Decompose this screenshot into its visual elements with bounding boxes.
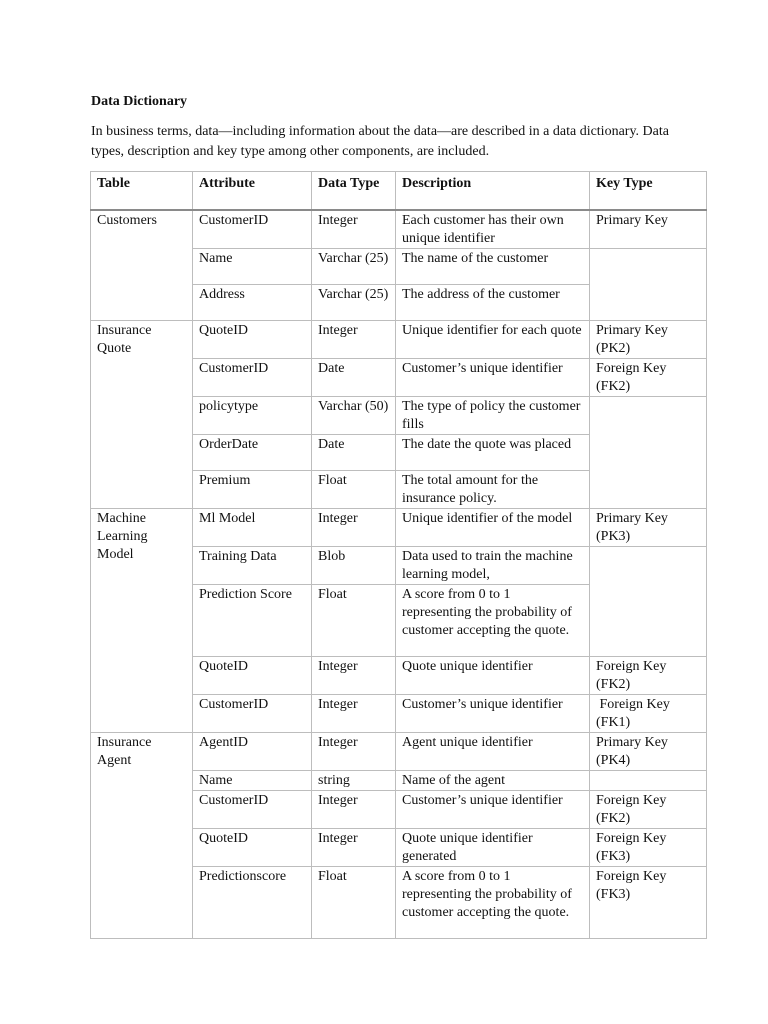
description-cell: The address of the customer [396,285,590,321]
description-cell: Customer’s unique identifier [396,695,590,733]
table-row [91,509,707,547]
data-type-cell: Integer [312,733,396,771]
data-type-cell: Varchar (25) [312,249,396,285]
key-type-cell: Foreign Key (FK2) [590,359,707,397]
table-group-name: Insurance Agent [91,733,193,939]
table-group-name: Insurance Quote [91,321,193,509]
key-type-cell [590,397,707,509]
attribute-cell: CustomerID [193,791,312,829]
attribute-cell: policytype [193,397,312,435]
key-type-cell: Primary Key (PK4) [590,733,707,771]
attribute-cell: CustomerID [193,210,312,249]
attribute-cell: Ml Model [193,509,312,547]
attribute-cell: CustomerID [193,359,312,397]
description-cell: The date the quote was placed [396,435,590,471]
description-cell: Each customer has their own unique identifier [396,210,590,249]
description-cell: Agent unique identifier [396,733,590,771]
key-type-cell [590,771,707,791]
table-header-row [91,172,707,211]
key-type-cell: Primary Key (PK3) [590,509,707,547]
description-cell: The type of policy the customer fills [396,397,590,435]
data-type-cell: Integer [312,829,396,867]
header-key-type: Key Type [590,172,707,211]
attribute-cell: Predictionscore [193,867,312,939]
attribute-cell: Premium [193,471,312,509]
attribute-cell: Training Data [193,547,312,585]
key-type-cell: Foreign Key (FK2) [590,791,707,829]
key-type-cell: Foreign Key (FK3) [590,867,707,939]
data-type-cell: Varchar (50) [312,397,396,435]
data-type-cell: Float [312,867,396,939]
data-type-cell: Float [312,471,396,509]
table-row [91,210,707,249]
table-group-name: Machine Learning Model [91,509,193,733]
description-cell: Customer’s unique identifier [396,791,590,829]
attribute-cell: Name [193,771,312,791]
data-type-cell: Blob [312,547,396,585]
data-type-cell: Integer [312,509,396,547]
data-type-cell: Integer [312,321,396,359]
description-cell: Data used to train the machine learning model, [396,547,590,585]
description-cell: Quote unique identifier [396,657,590,695]
data-dictionary-table [90,171,707,939]
key-type-cell [590,249,707,321]
header-data-type: Data Type [312,172,396,211]
attribute-cell: Address [193,285,312,321]
description-cell: Unique identifier of the model [396,509,590,547]
description-cell: A score from 0 to 1 representing the probability of customer accepting the quote. [396,585,590,657]
header-table: Table [91,172,193,211]
table-group-name: Customers [91,210,193,321]
description-cell: Quote unique identifier generated [396,829,590,867]
data-type-cell: Integer [312,695,396,733]
attribute-cell: QuoteID [193,657,312,695]
description-cell: Name of the agent [396,771,590,791]
data-type-cell: Float [312,585,396,657]
attribute-cell: CustomerID [193,695,312,733]
key-type-cell: Primary Key [590,210,707,249]
data-type-cell: Varchar (25) [312,285,396,321]
description-cell: A score from 0 to 1 representing the probability of customer accepting the quote. [396,867,590,939]
intro-paragraph: In business terms, data—including information about the data—are described in a data dictionary. Data types, description and key type among other components, are included. [91,124,669,159]
description-cell: Customer’s unique identifier [396,359,590,397]
key-type-cell: Foreign Key (FK3) [590,829,707,867]
table-row [91,733,707,771]
description-cell: The name of the customer [396,249,590,285]
data-type-cell: Date [312,435,396,471]
attribute-cell: AgentID [193,733,312,771]
data-type-cell: Integer [312,210,396,249]
data-type-cell: string [312,771,396,791]
attribute-cell: QuoteID [193,321,312,359]
description-cell: The total amount for the insurance policy. [396,471,590,509]
description-cell: Unique identifier for each quote [396,321,590,359]
attribute-cell: Prediction Score [193,585,312,657]
data-type-cell: Date [312,359,396,397]
data-type-cell: Integer [312,657,396,695]
attribute-cell: QuoteID [193,829,312,867]
key-type-cell: Primary Key (PK2) [590,321,707,359]
key-type-cell [590,547,707,657]
key-type-cell: Foreign Key (FK2) [590,657,707,695]
page-title: Data Dictionary [91,94,188,109]
key-type-cell: Foreign Key (FK1) [590,695,707,733]
data-type-cell: Integer [312,791,396,829]
table-row [91,321,707,359]
attribute-cell: OrderDate [193,435,312,471]
header-attribute: Attribute [193,172,312,211]
header-description: Description [396,172,590,211]
attribute-cell: Name [193,249,312,285]
